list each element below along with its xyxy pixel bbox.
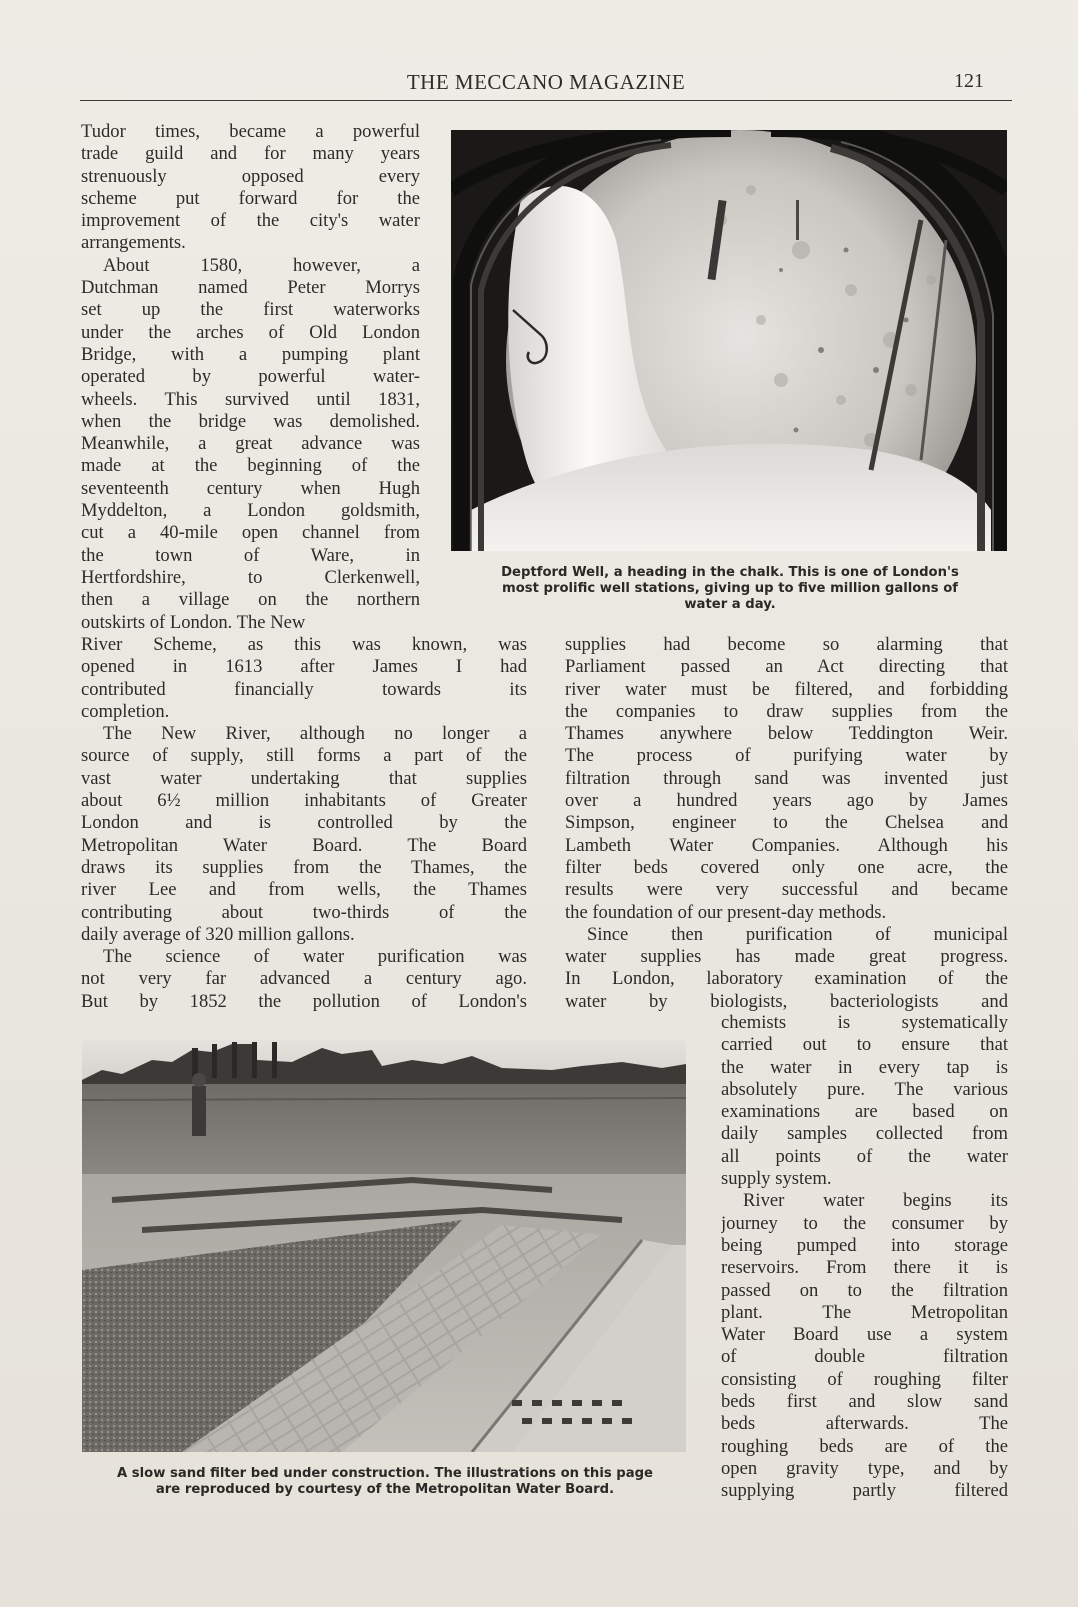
text-line: opened in 1613 after James I had xyxy=(81,656,527,678)
text-column-left-top xyxy=(81,121,420,634)
text-line: Meanwhile, a great advance was xyxy=(81,433,420,455)
text-line: reservoirs. From there it is xyxy=(721,1257,1008,1279)
text-line: In London, laboratory examination of the xyxy=(565,968,1008,990)
text-line: cut a 40-mile open channel from xyxy=(81,522,420,544)
text-line: draws its supplies from the Thames, the xyxy=(81,856,527,878)
text-line: of double filtration xyxy=(721,1346,1008,1368)
text-line: carried out to ensure that xyxy=(721,1034,1008,1056)
caption-line: most prolific well stations, giving up to five million gallons of xyxy=(501,581,958,596)
text-line: Metropolitan Water Board. The Board xyxy=(81,834,527,856)
text-line: source of supply, still forms a part of the xyxy=(81,745,527,767)
text-line: vast water undertaking that supplies xyxy=(81,767,527,789)
text-line: set up the first waterworks xyxy=(81,299,420,321)
page-number: 121 xyxy=(954,70,984,92)
text-line: scheme put forward for the xyxy=(81,187,420,209)
caption-sand-filter-bed xyxy=(80,1466,690,1498)
text-line: Bridge, with a pumping plant xyxy=(81,343,420,365)
text-line: beds afterwards. The xyxy=(721,1413,1008,1435)
text-line: outskirts of London. The New xyxy=(81,611,306,633)
text-line: About 1580, however, a xyxy=(103,254,420,276)
text-line: all points of the water xyxy=(721,1145,1008,1167)
text-line: London and is controlled by the xyxy=(81,812,527,834)
photo-sand-filter-bed xyxy=(82,1040,686,1452)
text-line: Simpson, engineer to the Chelsea and xyxy=(565,812,1008,834)
text-line: daily samples collected from xyxy=(721,1123,1008,1145)
text-line: not very far advanced a century ago. xyxy=(81,968,527,990)
text-column-right-bottom xyxy=(721,1012,1008,1503)
text-line: trade guild and for many years xyxy=(81,143,420,165)
magazine-title: THE MECCANO MAGAZINE xyxy=(406,70,686,94)
text-line: made at the beginning of the xyxy=(81,455,420,477)
text-line: over a hundred years ago by James xyxy=(565,790,1008,812)
text-line: filtration through sand was invented just xyxy=(565,767,1008,789)
text-line: seventeenth century when Hugh xyxy=(81,477,420,499)
text-line: Tudor times, became a powerful xyxy=(81,121,420,142)
text-line: results were very successful and became xyxy=(565,879,1008,901)
text-line: then a village on the northern xyxy=(81,589,420,611)
text-line: River Scheme, as this was known, was xyxy=(81,634,527,655)
photo-deptford-well xyxy=(451,130,1007,551)
text-line: the companies to draw supplies from the xyxy=(565,700,1008,722)
caption-line: Deptford Well, a heading in the chalk. This is one of London's xyxy=(501,565,959,580)
text-line: The science of water purification was xyxy=(103,946,527,968)
page-header xyxy=(80,70,1012,101)
text-line: the water in every tap is xyxy=(721,1056,1008,1078)
text-line: Dutchman named Peter Morrys xyxy=(81,277,420,299)
text-line: river Lee and from wells, the Thames xyxy=(81,879,527,901)
text-line: passed on to the filtration xyxy=(721,1279,1008,1301)
text-line: under the arches of Old London xyxy=(81,321,420,343)
text-line: beds first and slow sand xyxy=(721,1391,1008,1413)
text-column-right-mid xyxy=(565,634,1008,1013)
text-line: arrangements. xyxy=(81,232,186,254)
text-line: open gravity type, and by xyxy=(721,1457,1008,1479)
text-line: operated by powerful water- xyxy=(81,366,420,388)
text-line: examinations are based on xyxy=(721,1101,1008,1123)
text-line: The New River, although no longer a xyxy=(103,723,527,745)
text-line: plant. The Metropolitan xyxy=(721,1301,1008,1323)
text-line: the town of Ware, in xyxy=(81,544,420,566)
text-line: Water Board use a system xyxy=(721,1324,1008,1346)
caption-deptford-well xyxy=(448,565,1012,613)
text-line: Myddelton, a London goldsmith, xyxy=(81,500,420,522)
text-line: supplies had become so alarming that xyxy=(565,634,1008,655)
text-line: chemists is systematically xyxy=(721,1012,1008,1033)
text-line: river water must be filtered, and forbidding xyxy=(565,678,1008,700)
caption-line: are reproduced by courtesy of the Metropolitan Water Board. xyxy=(155,1482,615,1497)
text-line: roughing beds are of the xyxy=(721,1435,1008,1457)
text-line: daily average of 320 million gallons. xyxy=(81,923,355,945)
text-line: wheels. This survived until 1831, xyxy=(81,388,420,410)
text-line: Parliament passed an Act directing that xyxy=(565,656,1008,678)
text-line: being pumped into storage xyxy=(721,1234,1008,1256)
text-line: about 6½ million inhabitants of Greater xyxy=(81,790,527,812)
text-line: River water begins its xyxy=(743,1190,1008,1212)
text-line: supply system. xyxy=(721,1168,832,1190)
text-line: completion. xyxy=(81,700,170,722)
text-line: consisting of roughing filter xyxy=(721,1368,1008,1390)
text-line: The process of purifying water by xyxy=(565,745,1008,767)
text-line: the foundation of our present-day methods. xyxy=(565,901,887,923)
text-line: journey to the consumer by xyxy=(721,1212,1008,1234)
text-line: when the bridge was demolished. xyxy=(81,410,420,432)
text-line: Lambeth Water Companies. Although his xyxy=(565,834,1008,856)
text-line: water by biologists, bacteriologists and xyxy=(565,990,1008,1012)
text-line: absolutely pure. The various xyxy=(721,1078,1008,1100)
text-line: improvement of the city's water xyxy=(81,210,420,232)
text-line: water supplies has made great progress. xyxy=(565,946,1008,968)
text-line: Thames anywhere below Teddington Weir. xyxy=(565,723,1008,745)
caption-line: A slow sand filter bed under construction. The illustrations on this page xyxy=(116,1466,654,1481)
text-line: filter beds covered only one acre, the xyxy=(565,856,1008,878)
text-line: supplying partly filtered xyxy=(721,1480,1008,1502)
text-line: But by 1852 the pollution of London's xyxy=(81,990,527,1012)
text-line: Hertfordshire, to Clerkenwell, xyxy=(81,566,420,588)
text-line: Since then purification of municipal xyxy=(587,923,1008,945)
text-line: strenuously opposed every xyxy=(81,165,420,187)
caption-line: water a day. xyxy=(684,597,776,612)
text-column-left-mid xyxy=(81,634,527,1013)
text-line: contributed financially towards its xyxy=(81,678,527,700)
text-line: contributing about two-thirds of the xyxy=(81,901,527,923)
